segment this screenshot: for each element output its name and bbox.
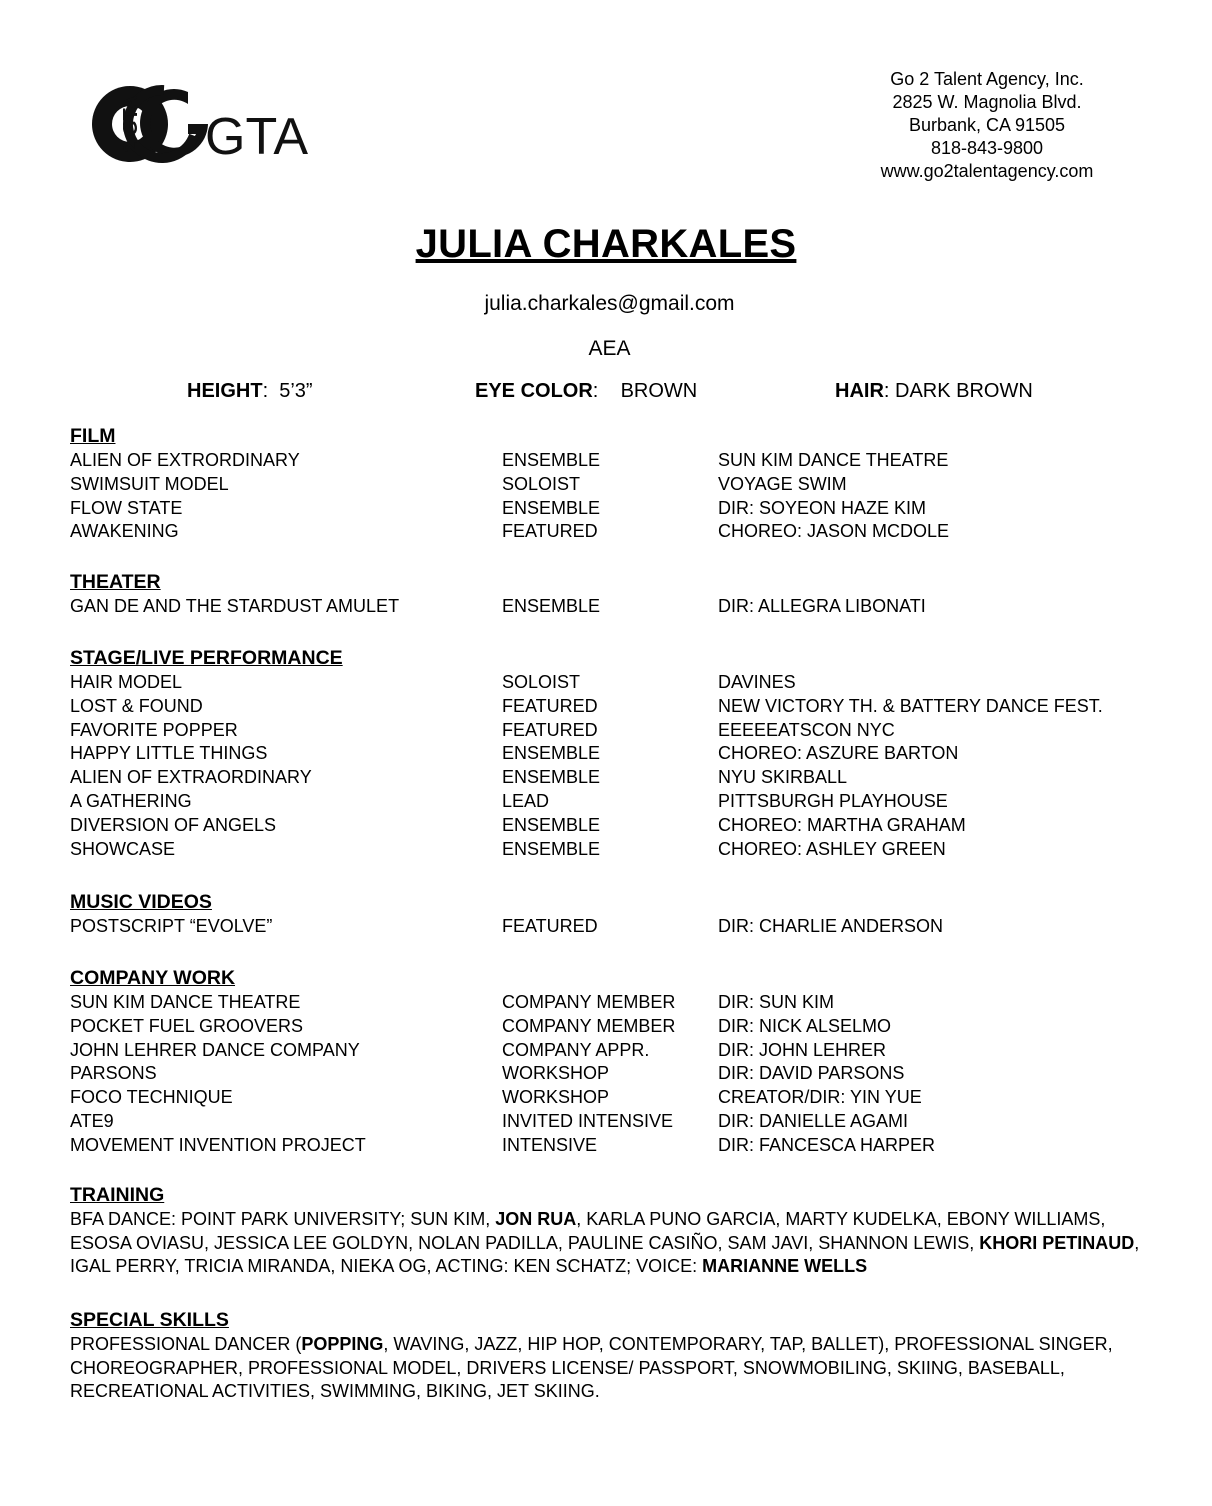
credit-role: ENSEMBLE <box>502 497 601 518</box>
credit-company: CREATOR/DIR: YIN YUE <box>718 1087 922 1108</box>
agency-address-line2: Burbank, CA 91505 <box>908 115 1066 135</box>
credit-company: VOYAGE SWIM <box>718 473 847 494</box>
section-title: THEATER <box>70 571 161 593</box>
table-row <box>70 915 1150 939</box>
credit-company: DIR: SOYEON HAZE KIM <box>718 497 927 518</box>
table-row <box>70 473 1150 497</box>
skills-text-part: , WAVING, JAZZ, HIP HOP, CONTEMPORARY, TAP, BALLET), PROFESSIONAL SINGER, CHOREOGRAPHER, PROFESSIONAL MODEL, DRIVERS LICENSE/ PASSPORT, SNOWMOBILING, SKIING, BASEBALL, RECREATIONAL ACTIVITIES, SWIMMING, BIKING, JET SKIING. <box>70 1334 1113 1402</box>
section-title: STAGE/LIVE PERFORMANCE <box>70 647 343 669</box>
credit-company: DIR: NICK ALSELMO <box>718 1015 892 1036</box>
hair-label: HAIR <box>835 380 884 402</box>
training-text-part: , IGAL PERRY, TRICIA MIRANDA, NIEKA OG, ACTING: KEN SCHATZ; VOICE: <box>70 1232 1140 1277</box>
credit-role: ENSEMBLE <box>502 767 601 788</box>
table-row <box>70 595 1150 619</box>
credit-role: FEATURED <box>502 521 598 542</box>
training-highlight: MARIANNE WELLS <box>702 1256 868 1277</box>
credit-title: POSTSCRIPT “EVOLVE” <box>70 916 273 936</box>
credit-company: CHOREO: ASZURE BARTON <box>718 743 959 764</box>
credit-company: CHOREO: MARTHA GRAHAM <box>718 814 966 835</box>
credit-title: HAPPY LITTLE THINGS <box>70 743 268 764</box>
training-text-part: , KARLA PUNO GARCIA, MARTY KUDELKA, EBONY WILLIAMS, ESOSA OVIASU, JESSICA LEE GOLDYN, NOLAN PADILLA, PAULINE CASIÑO, SAM JAVI, SHANNON LEWIS, <box>70 1209 1106 1253</box>
table-row <box>70 1062 1150 1086</box>
credit-company: NYU SKIRBALL <box>718 767 848 788</box>
section-title: TRAINING <box>70 1184 165 1206</box>
credit-role: COMPANY APPR. <box>502 1039 650 1060</box>
union-affiliation: AEA <box>588 337 631 360</box>
credit-role: SOLOIST <box>502 473 581 494</box>
training-text <box>70 1208 1155 1279</box>
credit-title: JOHN LEHRER DANCE COMPANY <box>70 1039 360 1060</box>
agency-logo <box>92 84 314 164</box>
credit-role: SOLOIST <box>502 672 581 692</box>
table-row <box>70 790 1150 814</box>
credit-title: HAIR MODEL <box>70 672 183 692</box>
theater-section <box>70 570 1150 619</box>
table-row <box>70 671 1150 695</box>
credit-role: INTENSIVE <box>502 1134 598 1155</box>
credit-title: ALIEN OF EXTRORDINARY <box>70 450 300 470</box>
credit-title: FLOW STATE <box>70 497 183 518</box>
section-title: COMPANY WORK <box>70 967 236 989</box>
credit-title: POCKET FUEL GROOVERS <box>70 1015 304 1036</box>
section-title: MUSIC VIDEOS <box>70 891 212 913</box>
credit-company: DIR: JOHN LEHRER <box>718 1039 887 1060</box>
credit-role: ENSEMBLE <box>502 814 601 835</box>
credit-company: DIR: DAVID PARSONS <box>718 1063 905 1084</box>
training-highlight: JON RUA <box>495 1209 577 1229</box>
credit-title: ATE9 <box>70 1110 114 1131</box>
table-row <box>70 1039 1150 1063</box>
credit-role: ENSEMBLE <box>502 743 601 764</box>
height-label: HEIGHT <box>187 380 263 402</box>
special-skills-section <box>70 1308 1150 1404</box>
actor-email[interactable]: julia.charkales@gmail.com <box>484 292 735 315</box>
credit-role: ENSEMBLE <box>502 838 601 859</box>
agency-address-line1: 2825 W. Magnolia Blvd. <box>892 92 1082 112</box>
eye-color-stat: EYE COLOR: BROWN <box>475 380 698 402</box>
eye-color-label: EYE COLOR <box>475 380 593 402</box>
table-row <box>70 719 1150 743</box>
hair-value: DARK BROWN <box>895 380 1033 402</box>
table-row <box>70 814 1150 838</box>
table-row <box>70 497 1150 521</box>
credit-title: PARSONS <box>70 1063 157 1084</box>
table-row <box>70 695 1150 719</box>
credit-company: SUN KIM DANCE THEATRE <box>718 450 949 470</box>
credit-title: LOST & FOUND <box>70 695 203 716</box>
credit-title: MOVEMENT INVENTION PROJECT <box>70 1134 366 1155</box>
credit-title: AWAKENING <box>70 521 179 542</box>
svg-text:GTA: GTA <box>205 108 309 164</box>
section-title: SPECIAL SKILLS <box>70 1309 229 1331</box>
credit-title: ALIEN OF EXTRAORDINARY <box>70 767 312 788</box>
company-work-section <box>70 966 1150 1158</box>
credit-company: DAVINES <box>718 672 796 692</box>
skills-text <box>70 1333 1155 1404</box>
credit-title: FAVORITE POPPER <box>70 719 238 740</box>
credit-company: DIR: CHARLIE ANDERSON <box>718 916 944 936</box>
logo-text: 2 GTA <box>120 95 142 153</box>
hair-stat: HAIR: DARK BROWN <box>835 380 1033 402</box>
credit-company: DIR: SUN KIM <box>718 992 835 1012</box>
credit-title: SUN KIM DANCE THEATRE <box>70 992 301 1012</box>
credit-role: COMPANY MEMBER <box>502 992 676 1012</box>
actor-name: JULIA CHARKALES <box>415 222 797 266</box>
agency-phone: 818-843-9800 <box>930 138 1044 158</box>
credit-role: WORKSHOP <box>502 1063 610 1084</box>
credit-role: COMPANY MEMBER <box>502 1015 676 1036</box>
table-row <box>70 742 1150 766</box>
table-row <box>70 1086 1150 1110</box>
table-row <box>70 520 1150 544</box>
table-row <box>70 1110 1150 1134</box>
credit-title: FOCO TECHNIQUE <box>70 1087 233 1108</box>
credit-role: ENSEMBLE <box>502 596 601 616</box>
training-text-part: BFA DANCE: POINT PARK UNIVERSITY; SUN KIM, <box>70 1209 496 1229</box>
table-row <box>70 449 1150 473</box>
table-row <box>70 1015 1150 1039</box>
training-section <box>70 1183 1150 1279</box>
agency-name: Go 2 Talent Agency, Inc. <box>890 69 1084 89</box>
credit-role: ENSEMBLE <box>502 450 601 470</box>
music-videos-section <box>70 890 1150 939</box>
credit-company: DIR: DANIELLE AGAMI <box>718 1110 909 1131</box>
skills-text-part: PROFESSIONAL DANCER ( <box>70 1334 302 1354</box>
credit-title: DIVERSION OF ANGELS <box>70 814 277 835</box>
credit-company: DIR: FANCESCA HARPER <box>718 1134 936 1155</box>
film-section <box>70 424 1150 544</box>
agency-contact-block <box>862 68 1112 183</box>
credit-title: GAN DE AND THE STARDUST AMULET <box>70 596 400 616</box>
agency-website[interactable]: www.go2talentagency.com <box>880 161 1094 181</box>
table-row <box>70 1134 1150 1158</box>
credit-company: EEEEEATSCON NYC <box>718 719 895 740</box>
credit-company: CHOREO: ASHLEY GREEN <box>718 838 946 859</box>
section-title: FILM <box>70 425 116 447</box>
credit-title: SWIMSUIT MODEL <box>70 473 229 494</box>
skills-highlight: POPPING <box>301 1334 384 1354</box>
credit-role: INVITED INTENSIVE <box>502 1110 674 1131</box>
credit-title: SHOWCASE <box>70 838 176 859</box>
table-row <box>70 991 1150 1015</box>
credit-role: FEATURED <box>502 916 598 936</box>
training-highlight: KHORI PETINAUD <box>979 1232 1135 1253</box>
credit-company: PITTSBURGH PLAYHOUSE <box>718 790 948 811</box>
stage-live-section <box>70 646 1150 861</box>
table-row <box>70 766 1150 790</box>
credit-role: WORKSHOP <box>502 1087 610 1108</box>
height-stat: HEIGHT: 5’3” <box>187 380 313 402</box>
credit-company: DIR: ALLEGRA LIBONATI <box>718 596 926 616</box>
height-value: 5’3” <box>279 380 313 402</box>
credit-role: LEAD <box>502 790 550 811</box>
eye-color-value: BROWN <box>620 380 698 402</box>
credit-company: NEW VICTORY TH. & BATTERY DANCE FEST. <box>718 695 1103 716</box>
credit-role: FEATURED <box>502 695 598 716</box>
table-row <box>70 838 1150 862</box>
credit-role: FEATURED <box>502 719 598 740</box>
credit-company: CHOREO: JASON MCDOLE <box>718 521 950 542</box>
credit-title: A GATHERING <box>70 790 192 811</box>
